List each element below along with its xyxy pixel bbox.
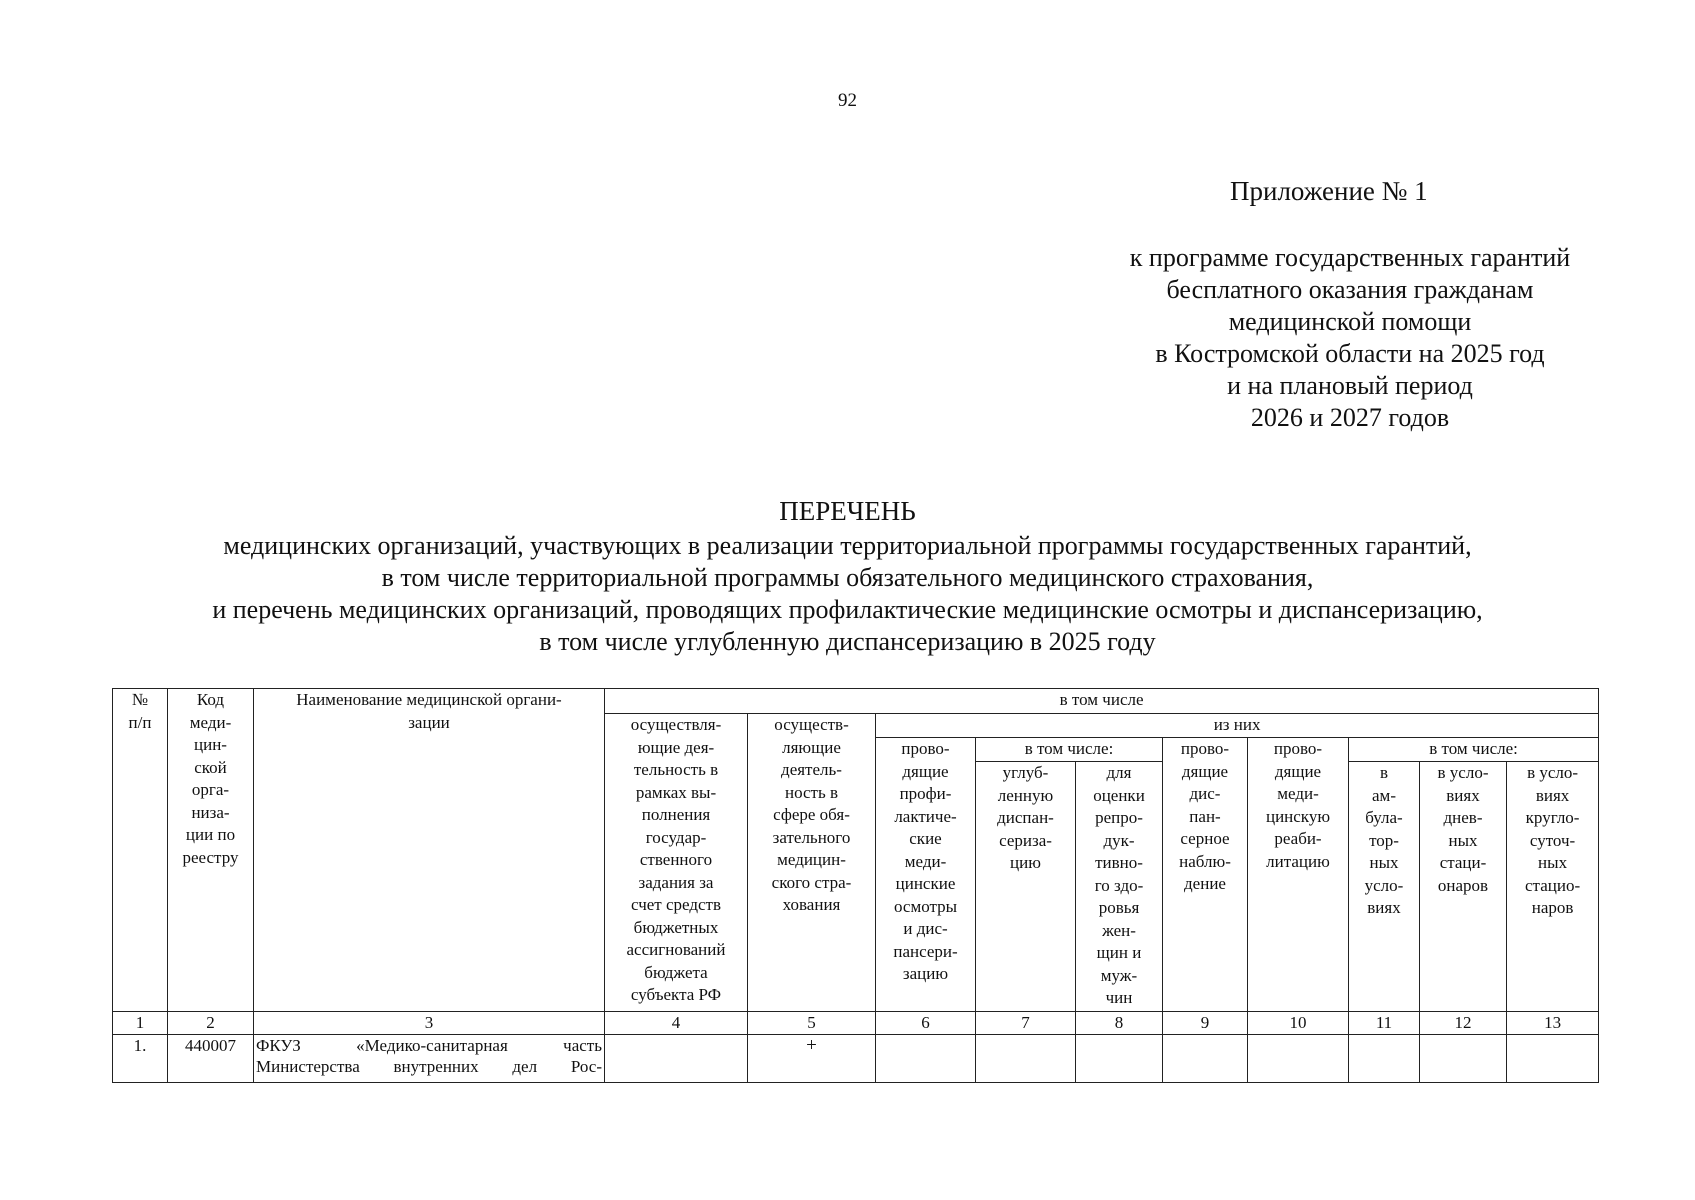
header-col10: прово- дящие меди- цинскую реаби- литацию <box>1248 738 1349 1012</box>
column-number: 3 <box>254 1012 605 1035</box>
header-group-7-8: в том числе: <box>976 738 1163 762</box>
document-title: ПЕРЕЧЕНЬ <box>779 496 916 526</box>
appendix-line: к программе государственных гарантий <box>1129 243 1571 272</box>
column-number: 5 <box>748 1012 876 1035</box>
appendix-line: и на плановый период <box>1227 371 1473 400</box>
org-name-line: ФКУЗ «Медико-санитарная часть <box>256 1036 602 1055</box>
header-col4: осуществля- ющие дея- тельность в рамках вы- полнения государ- ственного задания за счет средств бюджетных ассигнований бюджета субъекта РФ <box>605 714 748 1012</box>
subtitle-line: медицинских организаций, участвующих в реализации территориальной программы государственных гарантий, <box>223 531 1472 560</box>
row-cell-col13 <box>1507 1035 1599 1083</box>
column-number: 6 <box>876 1012 976 1035</box>
row-cell-col10 <box>1248 1035 1349 1083</box>
column-number: 11 <box>1349 1012 1420 1035</box>
header-col7: углуб- ленную диспан- сериза- цию <box>976 762 1076 1012</box>
header-code: Код меди- цин- ской орга- низа- ции по реестру <box>168 689 254 1012</box>
header-group-of-them: из них <box>876 714 1599 738</box>
column-number: 2 <box>168 1012 254 1035</box>
header-col8: для оценки репро- дук- тивно- го здо- ровья жен- щин и муж- чин <box>1076 762 1163 1012</box>
header-col6: прово- дящие профи- лактиче- ские меди- цинские осмотры и дис- пансери- зацию <box>876 738 976 1012</box>
row-number: 1. <box>113 1035 168 1083</box>
row-org-name <box>254 1035 605 1083</box>
row-cell-col5: + <box>748 1035 876 1083</box>
table-row <box>113 1035 1599 1083</box>
header-col11: в ам- була- тор- ных усло- виях <box>1349 762 1420 1012</box>
appendix-line: в Костромской области на 2025 год <box>1155 339 1545 368</box>
column-number: 12 <box>1420 1012 1507 1035</box>
column-number: 8 <box>1076 1012 1163 1035</box>
appendix-title: Приложение № 1 <box>1230 176 1428 206</box>
appendix-line: медицинской помощи <box>1228 307 1472 336</box>
header-group-including: в том числе <box>605 689 1599 714</box>
row-cell-col4 <box>605 1035 748 1083</box>
column-number: 1 <box>113 1012 168 1035</box>
row-code: 440007 <box>168 1035 254 1083</box>
org-name-line: Министерства внутренних дел Рос- <box>256 1057 602 1076</box>
row-cell-col11 <box>1349 1035 1420 1083</box>
row-cell-col9 <box>1163 1035 1248 1083</box>
header-col9: прово- дящие дис- пан- серное наблю- дение <box>1163 738 1248 1012</box>
header-col5: осуществ- ляющие деятель- ность в сфере обя- зательного медицин- ского стра- хования <box>748 714 876 1012</box>
appendix-line: бесплатного оказания гражданам <box>1166 275 1534 304</box>
organizations-table <box>112 688 1599 1083</box>
column-number: 4 <box>605 1012 748 1035</box>
row-cell-col12 <box>1420 1035 1507 1083</box>
row-cell-col7 <box>976 1035 1076 1083</box>
appendix-line: 2026 и 2027 годов <box>1250 403 1450 432</box>
column-number-row <box>113 1012 1599 1035</box>
subtitle-line: в том числе территориальной программы обязательного медицинского страхования, <box>381 563 1314 592</box>
header-group-11-13: в том числе: <box>1349 738 1599 762</box>
column-number: 7 <box>976 1012 1076 1035</box>
appendix-subtitle <box>1040 242 1660 434</box>
column-number: 13 <box>1507 1012 1599 1035</box>
header-name: Наименование медицинской органи- зации <box>254 689 605 1012</box>
document-subtitle <box>40 530 1655 658</box>
column-number: 9 <box>1163 1012 1248 1035</box>
header-col13: в усло- виях кругло- суточ- ных стацио- наров <box>1507 762 1599 1012</box>
page-number: 92 <box>838 90 857 111</box>
subtitle-line: и перечень медицинских организаций, проводящих профилактические медицинские осмотры и диспансеризацию, <box>212 595 1483 624</box>
column-number: 10 <box>1248 1012 1349 1035</box>
row-cell-col8 <box>1076 1035 1163 1083</box>
header-num: № п/п <box>113 689 168 1012</box>
header-col12: в усло- виях днев- ных стаци- онаров <box>1420 762 1507 1012</box>
subtitle-line: в том числе углубленную диспансеризацию в 2025 году <box>539 627 1156 656</box>
header-row-1 <box>113 689 1599 714</box>
row-cell-col6 <box>876 1035 976 1083</box>
